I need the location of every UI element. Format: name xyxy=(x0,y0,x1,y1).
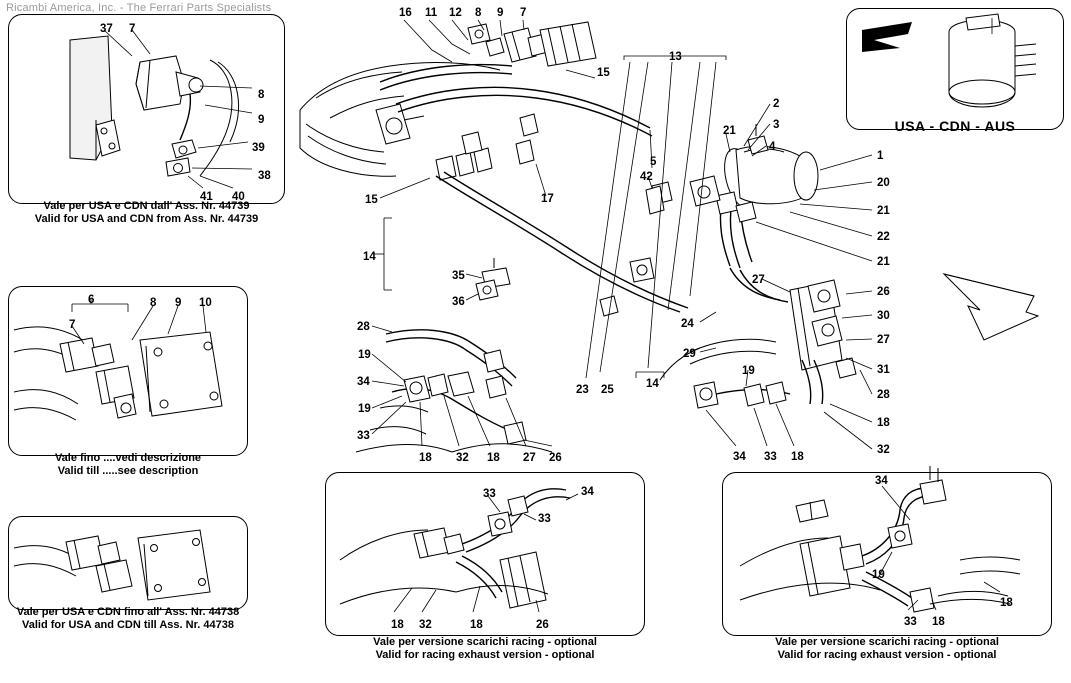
callout-11-1: 11 xyxy=(425,7,438,19)
callout-8-3: 8 xyxy=(475,7,482,19)
art-top-right-panel xyxy=(862,14,1036,107)
callout-21-20: 21 xyxy=(877,256,890,268)
art-mid-left-panel xyxy=(14,299,222,420)
callout-bottom_center-33-2: 33 xyxy=(538,513,551,525)
callout-top_left-8-2: 8 xyxy=(258,89,265,101)
caption-mid-left-it: Vale fino ....vedi descrizione xyxy=(54,452,202,464)
watermark-text: Ricambi America, Inc. - The Ferrari Parts Specialists xyxy=(6,2,272,14)
callout-26-47: 26 xyxy=(549,452,562,464)
callout-bottom_center-26-6: 26 xyxy=(536,619,549,631)
callout-5-13: 5 xyxy=(650,156,657,168)
callout-27-28: 27 xyxy=(877,334,890,346)
callout-14-39: 14 xyxy=(646,378,659,390)
callout-18-43: 18 xyxy=(419,452,432,464)
callout-27-22: 27 xyxy=(752,274,765,286)
callout-top_left-7-1: 7 xyxy=(129,23,136,35)
callout-19-36: 19 xyxy=(358,403,371,415)
callout-mid_left-8-1: 8 xyxy=(150,297,157,309)
callout-9-4: 9 xyxy=(497,7,504,19)
callout-25-38: 25 xyxy=(601,384,614,396)
callout-31-31: 31 xyxy=(877,364,890,376)
callout-3-9: 3 xyxy=(773,119,780,131)
callout-24-27: 24 xyxy=(681,318,694,330)
callout-mid_left-6-0: 6 xyxy=(88,294,95,306)
callout-29-30: 29 xyxy=(683,348,696,360)
caption-mid-left-en: Valid till .....see description xyxy=(57,465,199,477)
callout-15-16: 15 xyxy=(365,194,378,206)
callout-18-50: 18 xyxy=(791,451,804,463)
callout-18-40: 18 xyxy=(877,417,890,429)
callout-30-26: 30 xyxy=(877,310,890,322)
art-bottom-center-panel xyxy=(340,489,578,612)
callout-16-0: 16 xyxy=(399,7,412,19)
callout-12-2: 12 xyxy=(449,7,462,19)
callout-bottom_right-19-1: 19 xyxy=(872,569,885,581)
callout-13-6: 13 xyxy=(669,51,682,63)
callout-33-41: 33 xyxy=(357,430,370,442)
caption-bottom-right-it: Vale per versione scarichi racing - optional xyxy=(775,636,999,648)
caption-bottom-left-it: Vale per USA e CDN fino all' Ass. Nr. 44738 xyxy=(16,606,240,618)
caption-top-right-text: USA - CDN - AUS xyxy=(894,118,1016,134)
callout-1-12: 1 xyxy=(877,150,884,162)
art-direction-arrow xyxy=(944,274,1038,340)
callout-2-8: 2 xyxy=(773,98,780,110)
callout-bottom_right-18-4: 18 xyxy=(1000,597,1013,609)
caption-top-right xyxy=(846,120,1064,133)
caption-top-left xyxy=(8,200,285,226)
caption-bottom-left-en: Valid for USA and CDN till Ass. Nr. 44738 xyxy=(22,619,234,631)
callout-19-32: 19 xyxy=(358,349,371,361)
callout-bottom_right-33-2: 33 xyxy=(904,616,917,628)
callout-bottom_right-18-3: 18 xyxy=(932,616,945,628)
callout-bottom_center-18-5: 18 xyxy=(470,619,483,631)
callout-21-11: 21 xyxy=(723,125,736,137)
callout-15-7: 15 xyxy=(597,67,610,79)
callout-4-10: 4 xyxy=(769,141,776,153)
callout-bottom_center-32-4: 32 xyxy=(419,619,432,631)
callout-bottom_center-18-3: 18 xyxy=(391,619,404,631)
callout-20-14: 20 xyxy=(877,177,890,189)
callout-top_left-38-5: 38 xyxy=(258,170,271,182)
caption-top-left-en: Valid for USA and CDN from Ass. Nr. 44739 xyxy=(34,213,259,225)
callout-bottom_right-34-0: 34 xyxy=(875,475,888,487)
callout-18-45: 18 xyxy=(487,452,500,464)
art-bottom-right-panel xyxy=(740,466,1020,612)
callout-mid_left-9-2: 9 xyxy=(175,297,182,309)
callout-14-21: 14 xyxy=(363,251,376,263)
callout-17-17: 17 xyxy=(541,193,554,205)
callout-36-25: 36 xyxy=(452,296,465,308)
caption-bottom-right xyxy=(722,636,1052,662)
callout-35-24: 35 xyxy=(452,270,465,282)
callout-26-23: 26 xyxy=(877,286,890,298)
callout-23-37: 23 xyxy=(576,384,589,396)
callout-28-29: 28 xyxy=(357,321,370,333)
callout-34-34: 34 xyxy=(357,376,370,388)
art-top-left-panel xyxy=(70,30,252,188)
callout-21-18: 21 xyxy=(877,205,890,217)
callout-22-19: 22 xyxy=(877,231,890,243)
callout-19-33: 19 xyxy=(742,365,755,377)
callout-bottom_center-34-1: 34 xyxy=(581,486,594,498)
callout-top_left-9-3: 9 xyxy=(258,114,265,126)
callout-top_left-37-0: 37 xyxy=(100,23,113,35)
caption-mid-left xyxy=(8,452,248,478)
caption-bottom-center xyxy=(325,636,645,662)
callout-mid_left-10-3: 10 xyxy=(199,297,212,309)
caption-bottom-right-en: Valid for racing exhaust version - optional xyxy=(777,649,997,661)
callout-top_left-40-7: 40 xyxy=(232,191,245,203)
callout-top_left-39-4: 39 xyxy=(252,142,265,154)
callout-32-44: 32 xyxy=(456,452,469,464)
callout-42-15: 42 xyxy=(640,171,653,183)
callout-7-5: 7 xyxy=(520,7,527,19)
art-bottom-left-panel xyxy=(14,530,210,600)
caption-bottom-center-en: Valid for racing exhaust version - optional xyxy=(375,649,595,661)
caption-top-left-it: Vale per USA e CDN dall' Ass. Nr. 44739 xyxy=(43,200,250,212)
callout-28-35: 28 xyxy=(877,389,890,401)
callout-34-48: 34 xyxy=(733,451,746,463)
callout-top_left-41-6: 41 xyxy=(200,191,213,203)
callout-bottom_center-33-0: 33 xyxy=(483,488,496,500)
callout-33-49: 33 xyxy=(764,451,777,463)
callout-32-42: 32 xyxy=(877,444,890,456)
callout-mid_left-7-4: 7 xyxy=(69,319,76,331)
caption-bottom-left xyxy=(6,606,250,632)
caption-bottom-center-it: Vale per versione scarichi racing - optional xyxy=(373,636,597,648)
callout-27-46: 27 xyxy=(523,452,536,464)
